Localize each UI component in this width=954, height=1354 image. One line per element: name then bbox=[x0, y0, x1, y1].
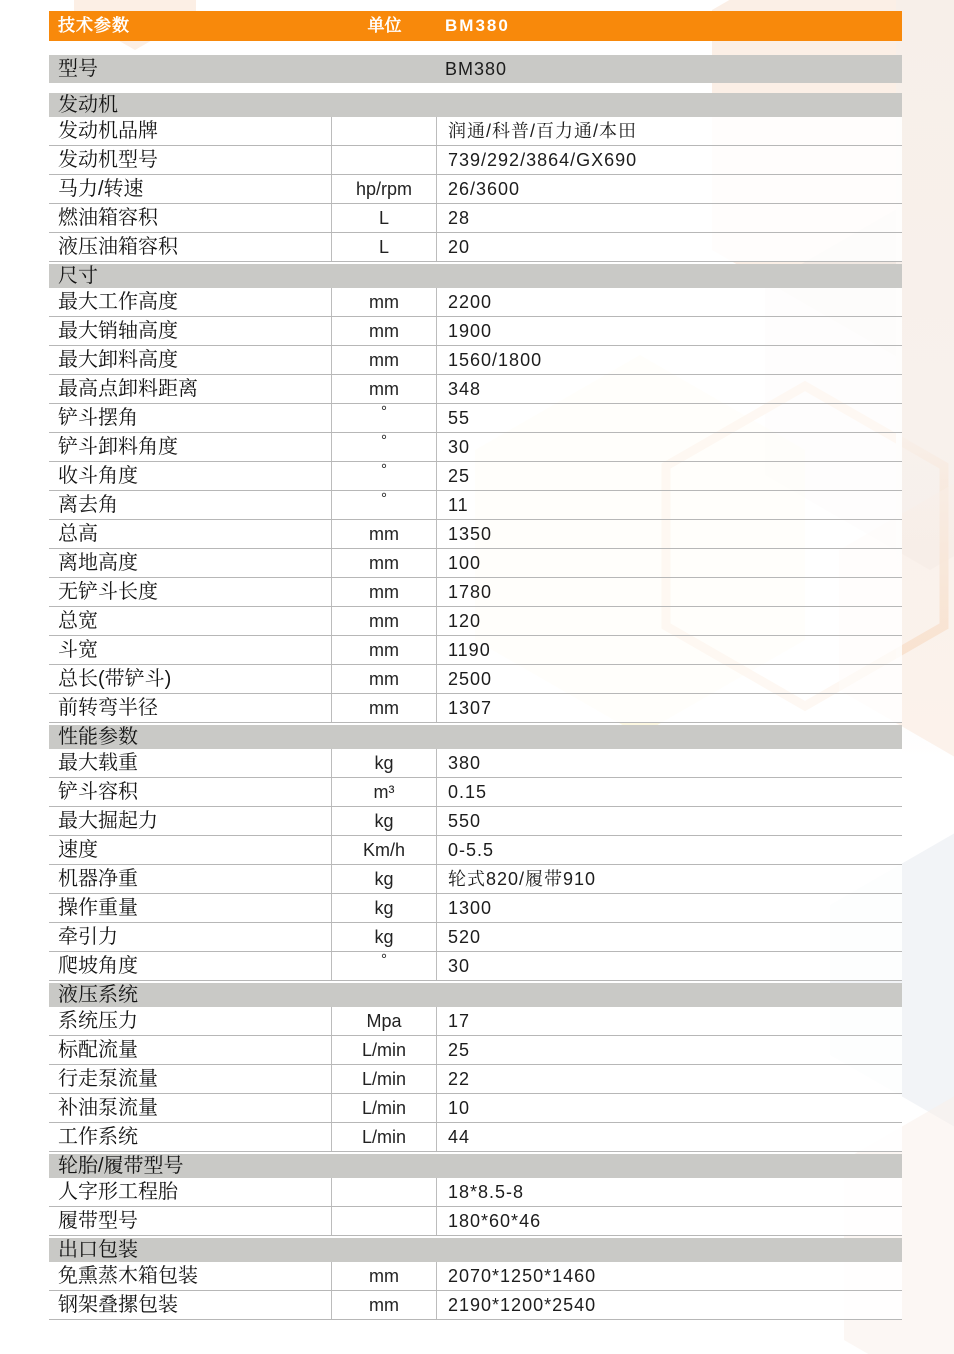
spec-row bbox=[49, 317, 902, 346]
param-name: 行走泵流量 bbox=[49, 1065, 332, 1093]
param-name: 系统压力 bbox=[49, 1007, 332, 1035]
section-header: 出口包装 bbox=[49, 1238, 902, 1262]
section-rows bbox=[49, 288, 902, 723]
param-unit: ° bbox=[332, 491, 437, 519]
param-name: 最大销轴高度 bbox=[49, 317, 332, 345]
section-header: 液压系统 bbox=[49, 983, 902, 1007]
spec-row bbox=[49, 865, 902, 894]
spec-row bbox=[49, 636, 902, 665]
param-unit: mm bbox=[332, 1291, 437, 1319]
param-name: 铲斗摆角 bbox=[49, 404, 332, 432]
section-rows bbox=[49, 1007, 902, 1152]
table-header-model: BM380 bbox=[445, 16, 510, 35]
table-header-title: 技术参数 bbox=[58, 16, 130, 35]
param-value: 22 bbox=[448, 1069, 471, 1089]
param-name: 速度 bbox=[49, 836, 332, 864]
param-name: 前转弯半径 bbox=[49, 694, 332, 722]
param-name: 最高点卸料距离 bbox=[49, 375, 332, 403]
param-unit bbox=[332, 146, 437, 174]
param-value: 44 bbox=[448, 1127, 471, 1147]
spec-row bbox=[49, 578, 902, 607]
spec-row bbox=[49, 346, 902, 375]
param-unit: m³ bbox=[332, 778, 437, 806]
param-name: 最大载重 bbox=[49, 749, 332, 777]
spec-section bbox=[49, 264, 902, 723]
param-unit: L/min bbox=[332, 1065, 437, 1093]
param-unit bbox=[332, 1178, 437, 1206]
param-value: 26/3600 bbox=[448, 179, 521, 199]
background-right-gradient bbox=[896, 0, 954, 760]
param-unit: ° bbox=[332, 404, 437, 432]
param-value: 100 bbox=[448, 553, 482, 573]
param-unit: ° bbox=[332, 433, 437, 461]
spec-row bbox=[49, 952, 902, 981]
spec-row bbox=[49, 1007, 902, 1036]
spec-row bbox=[49, 462, 902, 491]
spec-table bbox=[49, 11, 902, 1320]
param-name: 收斗角度 bbox=[49, 462, 332, 490]
param-name: 总高 bbox=[49, 520, 332, 548]
spec-row bbox=[49, 549, 902, 578]
param-value: 180*60*46 bbox=[448, 1211, 542, 1231]
spec-row bbox=[49, 1065, 902, 1094]
param-name: 履带型号 bbox=[49, 1207, 332, 1235]
param-value: 120 bbox=[448, 611, 482, 631]
param-unit: mm bbox=[332, 520, 437, 548]
spec-section bbox=[49, 93, 902, 262]
param-unit: L/min bbox=[332, 1123, 437, 1151]
section-header: 发动机 bbox=[49, 93, 902, 117]
param-value: 0-5.5 bbox=[448, 840, 495, 860]
spec-row bbox=[49, 894, 902, 923]
param-name: 机器净重 bbox=[49, 865, 332, 893]
spec-row bbox=[49, 117, 902, 146]
section-rows bbox=[49, 1178, 902, 1236]
param-value: 25 bbox=[448, 1040, 471, 1060]
param-unit: kg bbox=[332, 923, 437, 951]
param-value: 30 bbox=[448, 956, 471, 976]
table-header-row bbox=[49, 11, 902, 41]
param-name: 补油泵流量 bbox=[49, 1094, 332, 1122]
param-value: 739/292/3864/GX690 bbox=[448, 150, 638, 170]
section-rows bbox=[49, 749, 902, 981]
param-value: 11 bbox=[448, 495, 469, 515]
param-unit: L bbox=[332, 204, 437, 232]
param-value: 550 bbox=[448, 811, 482, 831]
param-value: 10 bbox=[448, 1098, 471, 1118]
spec-row bbox=[49, 491, 902, 520]
param-unit: mm bbox=[332, 346, 437, 374]
section-header: 尺寸 bbox=[49, 264, 902, 288]
param-name: 斗宽 bbox=[49, 636, 332, 664]
param-value: 1190 bbox=[448, 640, 491, 660]
param-unit: mm bbox=[332, 694, 437, 722]
param-value: 2500 bbox=[448, 669, 493, 689]
param-value: 2200 bbox=[448, 292, 493, 312]
spec-row bbox=[49, 665, 902, 694]
spec-row bbox=[49, 175, 902, 204]
spec-row bbox=[49, 233, 902, 262]
param-name: 最大工作高度 bbox=[49, 288, 332, 316]
spacer bbox=[49, 83, 902, 91]
spec-row bbox=[49, 520, 902, 549]
spec-section bbox=[49, 983, 902, 1152]
spec-section bbox=[49, 1154, 902, 1236]
param-value: 1780 bbox=[448, 582, 493, 602]
spec-row bbox=[49, 778, 902, 807]
spec-row bbox=[49, 923, 902, 952]
param-value: 轮式820/履带910 bbox=[448, 869, 597, 889]
spec-row bbox=[49, 807, 902, 836]
spec-row bbox=[49, 1207, 902, 1236]
spec-row bbox=[49, 749, 902, 778]
param-value: 520 bbox=[448, 927, 482, 947]
param-value: 2190*1200*2540 bbox=[448, 1295, 597, 1315]
param-name: 液压油箱容积 bbox=[49, 233, 332, 261]
param-value: 25 bbox=[448, 466, 471, 486]
param-name: 总长(带铲斗) bbox=[49, 665, 332, 693]
param-value: 17 bbox=[448, 1011, 471, 1031]
param-name: 离地高度 bbox=[49, 549, 332, 577]
spec-row bbox=[49, 288, 902, 317]
param-unit: Km/h bbox=[332, 836, 437, 864]
spec-row bbox=[49, 404, 902, 433]
param-unit bbox=[332, 1207, 437, 1235]
param-value: 18*8.5-8 bbox=[448, 1182, 525, 1202]
param-value: 1350 bbox=[448, 524, 493, 544]
model-row bbox=[49, 55, 902, 83]
param-name: 人字形工程胎 bbox=[49, 1178, 332, 1206]
model-row-label: 型号 bbox=[58, 58, 98, 80]
param-name: 无铲斗长度 bbox=[49, 578, 332, 606]
param-value: 润通/科普/百力通/本田 bbox=[448, 121, 638, 141]
spec-row bbox=[49, 1178, 902, 1207]
spec-section bbox=[49, 725, 902, 981]
param-value: 30 bbox=[448, 437, 471, 457]
param-name: 最大卸料高度 bbox=[49, 346, 332, 374]
spec-row bbox=[49, 607, 902, 636]
param-unit: mm bbox=[332, 1262, 437, 1290]
param-name: 标配流量 bbox=[49, 1036, 332, 1064]
param-unit: ° bbox=[332, 952, 437, 980]
param-name: 免熏蒸木箱包装 bbox=[49, 1262, 332, 1290]
param-name: 爬坡角度 bbox=[49, 952, 332, 980]
param-unit: hp/rpm bbox=[332, 175, 437, 203]
param-unit: ° bbox=[332, 462, 437, 490]
param-unit: mm bbox=[332, 665, 437, 693]
spec-row bbox=[49, 1262, 902, 1291]
param-value: 20 bbox=[448, 237, 471, 257]
param-value: 2070*1250*1460 bbox=[448, 1266, 597, 1286]
param-value: 28 bbox=[448, 208, 471, 228]
spec-row bbox=[49, 836, 902, 865]
param-unit: mm bbox=[332, 317, 437, 345]
param-name: 牵引力 bbox=[49, 923, 332, 951]
spec-row bbox=[49, 1094, 902, 1123]
param-value: 1900 bbox=[448, 321, 493, 341]
param-value: 1307 bbox=[448, 698, 493, 718]
spec-row bbox=[49, 694, 902, 723]
spec-row bbox=[49, 375, 902, 404]
param-name: 发动机型号 bbox=[49, 146, 332, 174]
spec-row bbox=[49, 433, 902, 462]
param-name: 马力/转速 bbox=[49, 175, 332, 203]
param-unit: mm bbox=[332, 607, 437, 635]
param-unit: kg bbox=[332, 749, 437, 777]
param-name: 燃油箱容积 bbox=[49, 204, 332, 232]
param-unit: L/min bbox=[332, 1036, 437, 1064]
spec-row bbox=[49, 1291, 902, 1320]
spec-section bbox=[49, 1238, 902, 1320]
section-header: 性能参数 bbox=[49, 725, 902, 749]
param-unit: mm bbox=[332, 288, 437, 316]
param-unit: L/min bbox=[332, 1094, 437, 1122]
param-name: 铲斗容积 bbox=[49, 778, 332, 806]
param-unit: kg bbox=[332, 807, 437, 835]
param-value: 380 bbox=[448, 753, 482, 773]
param-name: 钢架叠摞包装 bbox=[49, 1291, 332, 1319]
param-name: 总宽 bbox=[49, 607, 332, 635]
param-value: 55 bbox=[448, 408, 471, 428]
param-unit: kg bbox=[332, 894, 437, 922]
param-name: 铲斗卸料角度 bbox=[49, 433, 332, 461]
section-rows bbox=[49, 117, 902, 262]
table-header-unit: 单位 bbox=[367, 16, 402, 35]
model-row-value: BM380 bbox=[445, 59, 508, 79]
spec-row bbox=[49, 204, 902, 233]
spec-row bbox=[49, 146, 902, 175]
param-value: 1560/1800 bbox=[448, 350, 543, 370]
param-unit: L bbox=[332, 233, 437, 261]
spec-row bbox=[49, 1036, 902, 1065]
param-unit: mm bbox=[332, 549, 437, 577]
param-unit: mm bbox=[332, 578, 437, 606]
param-name: 最大掘起力 bbox=[49, 807, 332, 835]
param-name: 离去角 bbox=[49, 491, 332, 519]
param-unit bbox=[332, 117, 437, 145]
spec-row bbox=[49, 1123, 902, 1152]
param-unit: mm bbox=[332, 636, 437, 664]
section-rows bbox=[49, 1262, 902, 1320]
param-unit: mm bbox=[332, 375, 437, 403]
param-name: 发动机品牌 bbox=[49, 117, 332, 145]
param-name: 操作重量 bbox=[49, 894, 332, 922]
spec-sections bbox=[49, 93, 902, 1320]
param-name: 工作系统 bbox=[49, 1123, 332, 1151]
param-value: 1300 bbox=[448, 898, 493, 918]
spacer bbox=[49, 41, 902, 55]
param-unit: kg bbox=[332, 865, 437, 893]
param-unit: Mpa bbox=[332, 1007, 437, 1035]
section-header: 轮胎/履带型号 bbox=[49, 1154, 902, 1178]
param-value: 348 bbox=[448, 379, 482, 399]
param-value: 0.15 bbox=[448, 782, 488, 802]
